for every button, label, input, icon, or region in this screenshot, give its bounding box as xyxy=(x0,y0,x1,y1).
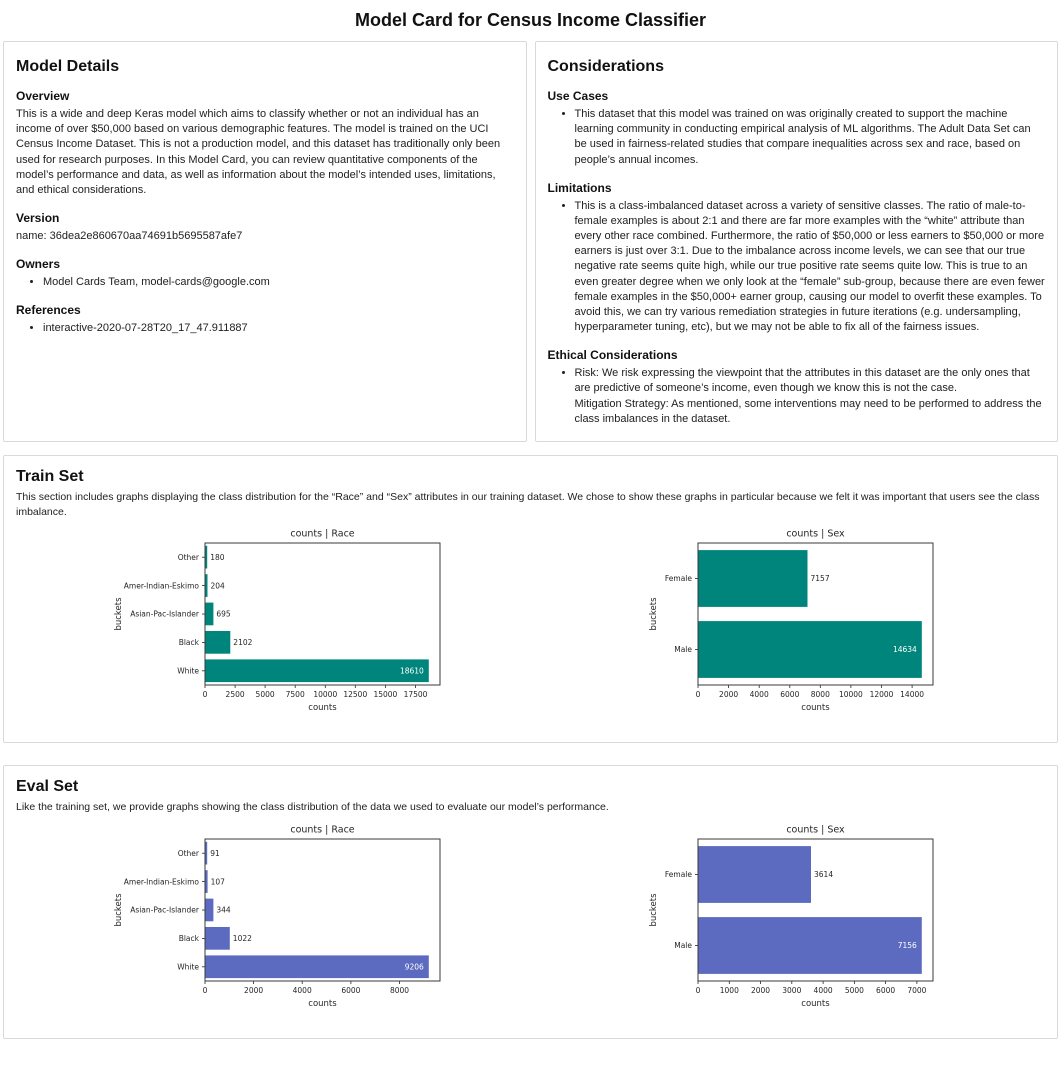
svg-text:7157: 7157 xyxy=(810,574,830,584)
model-details-card xyxy=(3,41,527,442)
svg-text:Asian-Pac-Islander: Asian-Pac-Islander xyxy=(129,905,199,915)
use-cases-heading: Use Cases xyxy=(547,89,609,103)
ethical-item xyxy=(575,366,1046,427)
svg-text:14634: 14634 xyxy=(893,645,918,655)
svg-text:Asian-Pac-Islander: Asian-Pac-Islander xyxy=(129,609,199,619)
svg-text:2500: 2500 xyxy=(225,690,245,700)
svg-text:15000: 15000 xyxy=(373,690,398,700)
svg-text:0: 0 xyxy=(202,690,208,700)
svg-text:0: 0 xyxy=(695,690,701,700)
overview-text: This is a wide and deep Keras model which aims to classify whether or not an individual has an income of over $50,000 based on various demographic features. The model is trained on the UCI Census Income Dataset. This is not a production model, and this dataset has traditionally only been used for research purposes. In this Model Card, you can review quantitative components of the model’s performance and data, as well as information about the model’s intended uses, limitations, and ethical considerations. xyxy=(16,108,501,196)
svg-text:0: 0 xyxy=(695,985,701,995)
svg-text:5000: 5000 xyxy=(845,985,865,995)
svg-text:8000: 8000 xyxy=(811,690,831,700)
svg-text:91: 91 xyxy=(209,848,220,858)
svg-text:4000: 4000 xyxy=(749,690,769,700)
svg-text:2102: 2102 xyxy=(233,638,253,648)
svg-text:7156: 7156 xyxy=(897,941,918,951)
svg-text:12000: 12000 xyxy=(869,690,894,700)
reference-item: • interactive-2020-07-28T20_17_47.911887 xyxy=(43,321,514,336)
svg-text:0: 0 xyxy=(202,985,208,995)
version-heading: Version xyxy=(16,211,60,226)
eval-set-card xyxy=(3,765,1058,1039)
svg-text:204: 204 xyxy=(210,581,225,591)
svg-text:Amer-Indian-Eskimo: Amer-Indian-Eskimo xyxy=(123,877,199,887)
references-heading: References xyxy=(16,303,81,318)
svg-text:Black: Black xyxy=(178,638,199,648)
svg-text:18610: 18610 xyxy=(399,666,424,676)
svg-text:buckets: buckets xyxy=(113,893,124,927)
references-list xyxy=(16,321,514,336)
svg-text:Amer-Indian-Eskimo: Amer-Indian-Eskimo xyxy=(123,581,199,591)
svg-text:counts | Race: counts | Race xyxy=(290,528,355,540)
train-sex-chart xyxy=(648,527,948,728)
svg-text:Other: Other xyxy=(177,553,199,563)
ethical-mitigation-text: Mitigation Strategy: As mentioned, some interventions may need to be performed to address the class imbalances in the dataset. xyxy=(574,397,1042,425)
svg-text:Female: Female xyxy=(665,870,693,880)
svg-text:4000: 4000 xyxy=(813,985,833,995)
svg-text:9206: 9206 xyxy=(404,962,424,972)
svg-text:344: 344 xyxy=(216,905,231,915)
svg-text:6000: 6000 xyxy=(341,985,361,995)
svg-text:12500: 12500 xyxy=(343,690,367,700)
ethical-risk-text: • Risk: We risk expressing the viewpoint that the attributes in this dataset are the only ones that are predictive of someone’s income, even though we know this is not the case. xyxy=(574,367,1030,395)
use-cases-list xyxy=(548,107,1046,168)
svg-text:1022: 1022 xyxy=(232,934,252,944)
svg-text:counts: counts xyxy=(308,998,337,1009)
svg-text:counts: counts xyxy=(801,703,830,714)
limitations-list xyxy=(548,199,1046,336)
svg-text:180: 180 xyxy=(209,553,225,563)
page-title: Model Card for Census Income Classifier xyxy=(354,10,707,30)
train-race-chart xyxy=(113,527,455,728)
svg-text:2000: 2000 xyxy=(751,985,771,995)
svg-text:Other: Other xyxy=(177,848,199,858)
owners-list xyxy=(16,275,514,290)
svg-text:3000: 3000 xyxy=(782,985,802,995)
eval-sex-chart xyxy=(648,823,948,1024)
svg-text:6000: 6000 xyxy=(876,985,896,995)
top-cards-row xyxy=(3,41,1058,442)
overview-heading: Overview xyxy=(16,89,70,103)
train-charts-row xyxy=(16,527,1045,728)
eval-race-chart xyxy=(113,823,455,1024)
svg-text:buckets: buckets xyxy=(649,893,660,927)
svg-text:White: White xyxy=(176,962,199,972)
svg-text:Black: Black xyxy=(178,934,199,944)
owner-item: • Model Cards Team, model-cards@google.com xyxy=(43,275,514,290)
use-case-item: • This dataset that this model was trained on was originally created to support the machine learning community in conducting empirical analysis of ML algorithms. The Adult Data Set can be used in fairness-related studies that compare inequalities across sex and race, based on people’s annual incomes. xyxy=(575,107,1046,168)
svg-text:Female: Female xyxy=(665,574,693,584)
owners-heading: Owners xyxy=(16,257,61,272)
svg-text:counts: counts xyxy=(801,998,830,1009)
version-text: name: 36dea2e860670aa74691b5695587afe7 xyxy=(16,230,243,243)
svg-text:5000: 5000 xyxy=(255,690,275,700)
model-details-title: Model Details xyxy=(16,58,120,75)
svg-text:10000: 10000 xyxy=(839,690,864,700)
considerations-card xyxy=(535,41,1059,442)
svg-text:7500: 7500 xyxy=(285,690,305,700)
svg-text:Male: Male xyxy=(674,645,693,655)
svg-text:10000: 10000 xyxy=(313,690,337,700)
svg-text:3614: 3614 xyxy=(814,870,834,880)
svg-text:7000: 7000 xyxy=(907,985,927,995)
svg-text:4000: 4000 xyxy=(292,985,312,995)
limitations-heading: Limitations xyxy=(547,180,612,195)
svg-text:2000: 2000 xyxy=(719,690,739,700)
svg-text:counts | Sex: counts | Sex xyxy=(786,528,845,540)
svg-text:counts | Race: counts | Race xyxy=(290,824,355,836)
svg-text:695: 695 xyxy=(216,609,231,619)
svg-text:14000: 14000 xyxy=(900,690,925,700)
limitation-item: • This is a class-imbalanced dataset across a variety of sensitive classes. The ratio of male-to-female examples is about 2:1 and there are far more examples with the “white” attribute than every other race combined. Furthermore, the ratio of $50,000 or less earners to $50,000 or more earners is just over 3:1. Due to the imbalance across income levels, we can see that our true negative rate seems quite high, while our true positive rate seems quite low. This is true to an even greater degree when we only look at the “female” sub-group, because there are even fewer female examples in the $50,000+ earner group, causing our model to overfit these examples. To avoid this, we can try various remediation strategies in future iterations (e.g. undersampling, hyperparameter tuning, etc), but we may not be able to fix all of the fairness issues. xyxy=(575,199,1046,336)
train-set-card xyxy=(3,455,1058,743)
svg-text:107: 107 xyxy=(210,877,225,887)
eval-charts-row xyxy=(16,823,1045,1024)
considerations-title: Considerations xyxy=(547,58,664,75)
svg-text:White: White xyxy=(176,666,199,676)
svg-text:6000: 6000 xyxy=(780,690,800,700)
ethical-heading: Ethical Considerations xyxy=(547,348,678,363)
train-set-title: Train Set xyxy=(16,467,84,485)
eval-set-description: Like the training set, we provide graphs showing the class distribution of the data we used to evaluate our model’s performance. xyxy=(16,801,609,814)
ethical-list xyxy=(548,366,1046,427)
svg-text:counts: counts xyxy=(308,703,337,714)
svg-text:counts | Sex: counts | Sex xyxy=(786,824,845,836)
train-set-description: This section includes graphs displaying the class distribution for the “Race” and “Sex” attributes in our training dataset. We chose to show these graphs in particular because we felt it was important that users see the class imbalance. xyxy=(16,490,1040,518)
svg-text:buckets: buckets xyxy=(649,597,660,631)
svg-text:1000: 1000 xyxy=(720,985,740,995)
svg-text:8000: 8000 xyxy=(389,985,409,995)
svg-text:Male: Male xyxy=(674,941,693,951)
svg-text:2000: 2000 xyxy=(243,985,263,995)
svg-text:buckets: buckets xyxy=(113,597,124,631)
svg-text:17500: 17500 xyxy=(403,690,428,700)
eval-set-title: Eval Set xyxy=(16,778,79,796)
